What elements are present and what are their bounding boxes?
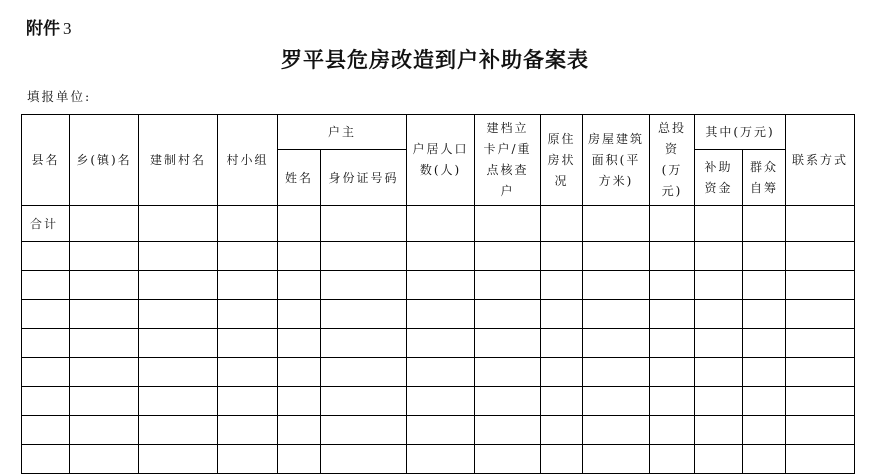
- table-cell[interactable]: [278, 329, 321, 358]
- table-cell[interactable]: [695, 358, 743, 387]
- table-cell[interactable]: [583, 242, 650, 271]
- col-name: 姓名: [278, 150, 321, 206]
- table-cell[interactable]: [70, 242, 139, 271]
- table-cell[interactable]: [695, 416, 743, 445]
- col-subsidy: [695, 150, 743, 206]
- col-area-text: 房屋建筑面积(平方米): [588, 131, 645, 188]
- table-row: [22, 445, 855, 474]
- table-cell[interactable]: [743, 416, 786, 445]
- table-cell[interactable]: [695, 242, 743, 271]
- table-cell[interactable]: [541, 416, 583, 445]
- table-cell[interactable]: [650, 206, 695, 242]
- table-cell[interactable]: [278, 206, 321, 242]
- table-cell[interactable]: [786, 329, 855, 358]
- table-cell[interactable]: [321, 387, 407, 416]
- table-cell[interactable]: [407, 416, 475, 445]
- table-cell[interactable]: [541, 242, 583, 271]
- table-cell[interactable]: [278, 416, 321, 445]
- table-cell[interactable]: [743, 387, 786, 416]
- table-cell[interactable]: [218, 206, 278, 242]
- col-file-card: [475, 115, 541, 206]
- table-cell[interactable]: [475, 206, 541, 242]
- col-county: 县名: [22, 115, 70, 206]
- table-cell[interactable]: [650, 416, 695, 445]
- col-contact: 联系方式: [786, 115, 855, 206]
- table-cell[interactable]: [475, 300, 541, 329]
- table-cell[interactable]: [22, 416, 70, 445]
- table-cell[interactable]: [475, 242, 541, 271]
- table-cell[interactable]: [70, 329, 139, 358]
- table-cell[interactable]: [22, 358, 70, 387]
- table-cell[interactable]: [743, 206, 786, 242]
- table-cell[interactable]: [407, 271, 475, 300]
- table-cell[interactable]: [786, 445, 855, 474]
- table-row: [22, 300, 855, 329]
- table-cell[interactable]: [278, 271, 321, 300]
- table-cell[interactable]: [321, 271, 407, 300]
- table-cell[interactable]: [407, 206, 475, 242]
- table-cell[interactable]: [218, 387, 278, 416]
- table-cell[interactable]: [22, 300, 70, 329]
- page-title: 罗平县危房改造到户补助备案表: [281, 47, 589, 72]
- table-cell[interactable]: [786, 271, 855, 300]
- table-cell[interactable]: [321, 445, 407, 474]
- total-label: 合计: [22, 206, 70, 242]
- total-row: [22, 206, 855, 242]
- table-cell[interactable]: [650, 271, 695, 300]
- table-cell[interactable]: [139, 445, 218, 474]
- table-cell[interactable]: [541, 271, 583, 300]
- col-self-raised: [743, 150, 786, 206]
- col-household-head: 户主: [278, 115, 407, 150]
- table-cell[interactable]: [541, 387, 583, 416]
- table-cell[interactable]: [583, 206, 650, 242]
- table-cell[interactable]: [743, 358, 786, 387]
- table-cell[interactable]: [583, 358, 650, 387]
- table-cell[interactable]: [583, 387, 650, 416]
- col-investment-text: 总投资(万元): [658, 121, 687, 198]
- col-original-status: [541, 115, 583, 206]
- header-row-1: [22, 115, 855, 150]
- table-cell[interactable]: [407, 387, 475, 416]
- table-row: [22, 329, 855, 358]
- table-cell[interactable]: [583, 329, 650, 358]
- table-cell[interactable]: [541, 445, 583, 474]
- table-row: [22, 387, 855, 416]
- table-cell[interactable]: [695, 329, 743, 358]
- table-cell[interactable]: [475, 416, 541, 445]
- table-cell[interactable]: [139, 358, 218, 387]
- table-cell[interactable]: [695, 445, 743, 474]
- table-row: [22, 242, 855, 271]
- attachment-label: [26, 14, 72, 39]
- table-cell[interactable]: [786, 416, 855, 445]
- table-row: [22, 271, 855, 300]
- table-cell[interactable]: [278, 242, 321, 271]
- table-cell[interactable]: [475, 358, 541, 387]
- col-village: 建制村名: [139, 115, 218, 206]
- col-area: [583, 115, 650, 206]
- table-cell[interactable]: [218, 271, 278, 300]
- table-cell[interactable]: [139, 271, 218, 300]
- table-cell[interactable]: [786, 206, 855, 242]
- table-cell[interactable]: [650, 300, 695, 329]
- table-cell[interactable]: [407, 300, 475, 329]
- table-cell[interactable]: [321, 300, 407, 329]
- table-cell[interactable]: [695, 206, 743, 242]
- attachment-number: 3: [63, 19, 72, 38]
- col-of-which: 其中(万元): [695, 115, 786, 150]
- table-cell[interactable]: [695, 300, 743, 329]
- table-cell[interactable]: [218, 445, 278, 474]
- table-cell[interactable]: [475, 329, 541, 358]
- table-cell[interactable]: [70, 206, 139, 242]
- table-cell[interactable]: [70, 358, 139, 387]
- table-cell[interactable]: [218, 329, 278, 358]
- table-cell[interactable]: [541, 206, 583, 242]
- col-id-number: 身份证号码: [321, 150, 407, 206]
- table-cell[interactable]: [475, 271, 541, 300]
- table-cell[interactable]: [278, 387, 321, 416]
- table-cell[interactable]: [139, 242, 218, 271]
- table-cell[interactable]: [650, 329, 695, 358]
- table-cell[interactable]: [743, 300, 786, 329]
- table-cell[interactable]: [743, 329, 786, 358]
- table-cell[interactable]: [743, 271, 786, 300]
- table-cell[interactable]: [650, 358, 695, 387]
- col-population: [407, 115, 475, 206]
- table-cell[interactable]: [22, 242, 70, 271]
- table-cell[interactable]: [22, 329, 70, 358]
- table-cell[interactable]: [218, 358, 278, 387]
- col-investment: [650, 115, 695, 206]
- table-cell[interactable]: [743, 242, 786, 271]
- table-cell[interactable]: [475, 387, 541, 416]
- table-row: [22, 416, 855, 445]
- col-township: 乡(镇)名: [70, 115, 139, 206]
- table-cell[interactable]: [70, 416, 139, 445]
- table-cell[interactable]: [70, 387, 139, 416]
- table-cell[interactable]: [139, 206, 218, 242]
- table-cell[interactable]: [583, 445, 650, 474]
- col-population-text: 户居人口数(人): [412, 142, 469, 177]
- table-cell[interactable]: [541, 358, 583, 387]
- table-cell[interactable]: [70, 271, 139, 300]
- table-cell[interactable]: [407, 358, 475, 387]
- col-self-raised-text: 群众自筹: [750, 159, 779, 195]
- table-cell[interactable]: [407, 329, 475, 358]
- table-cell[interactable]: [278, 445, 321, 474]
- reporting-unit-label: 填报单位:: [27, 89, 92, 104]
- table-cell[interactable]: [218, 416, 278, 445]
- table-cell[interactable]: [541, 329, 583, 358]
- table-cell[interactable]: [22, 387, 70, 416]
- table-cell[interactable]: [583, 300, 650, 329]
- table-cell[interactable]: [407, 242, 475, 271]
- table-cell[interactable]: [407, 445, 475, 474]
- table-cell[interactable]: [139, 416, 218, 445]
- table-cell[interactable]: [22, 271, 70, 300]
- table-cell[interactable]: [475, 445, 541, 474]
- table-cell[interactable]: [321, 206, 407, 242]
- table-cell[interactable]: [278, 358, 321, 387]
- table-cell[interactable]: [695, 387, 743, 416]
- table-cell[interactable]: [541, 300, 583, 329]
- table-cell[interactable]: [786, 300, 855, 329]
- table-cell[interactable]: [70, 445, 139, 474]
- table-cell[interactable]: [321, 242, 407, 271]
- table-cell[interactable]: [695, 271, 743, 300]
- table-cell[interactable]: [743, 445, 786, 474]
- table-cell[interactable]: [650, 445, 695, 474]
- table-cell[interactable]: [650, 242, 695, 271]
- table-cell[interactable]: [278, 300, 321, 329]
- table-cell[interactable]: [786, 358, 855, 387]
- table-cell[interactable]: [139, 300, 218, 329]
- col-file-card-text: 建档立卡户/重点核查户: [483, 121, 532, 198]
- table-cell[interactable]: [786, 387, 855, 416]
- table-cell[interactable]: [321, 329, 407, 358]
- col-subsidy-text: 补助资金: [704, 159, 733, 195]
- col-original-status-text: 原住房状况: [547, 131, 576, 188]
- table-cell[interactable]: [218, 242, 278, 271]
- table-cell[interactable]: [583, 271, 650, 300]
- table-cell[interactable]: [321, 416, 407, 445]
- table-cell[interactable]: [70, 300, 139, 329]
- attachment-label-text: 附件: [26, 19, 60, 39]
- col-group: 村小组: [218, 115, 278, 206]
- table-cell[interactable]: [650, 387, 695, 416]
- table-cell[interactable]: [22, 445, 70, 474]
- table-row: [22, 358, 855, 387]
- record-table: [21, 114, 855, 474]
- table-cell[interactable]: [321, 358, 407, 387]
- table-cell[interactable]: [139, 329, 218, 358]
- table-cell[interactable]: [139, 387, 218, 416]
- table-cell[interactable]: [583, 416, 650, 445]
- table-cell[interactable]: [218, 300, 278, 329]
- table-cell[interactable]: [786, 242, 855, 271]
